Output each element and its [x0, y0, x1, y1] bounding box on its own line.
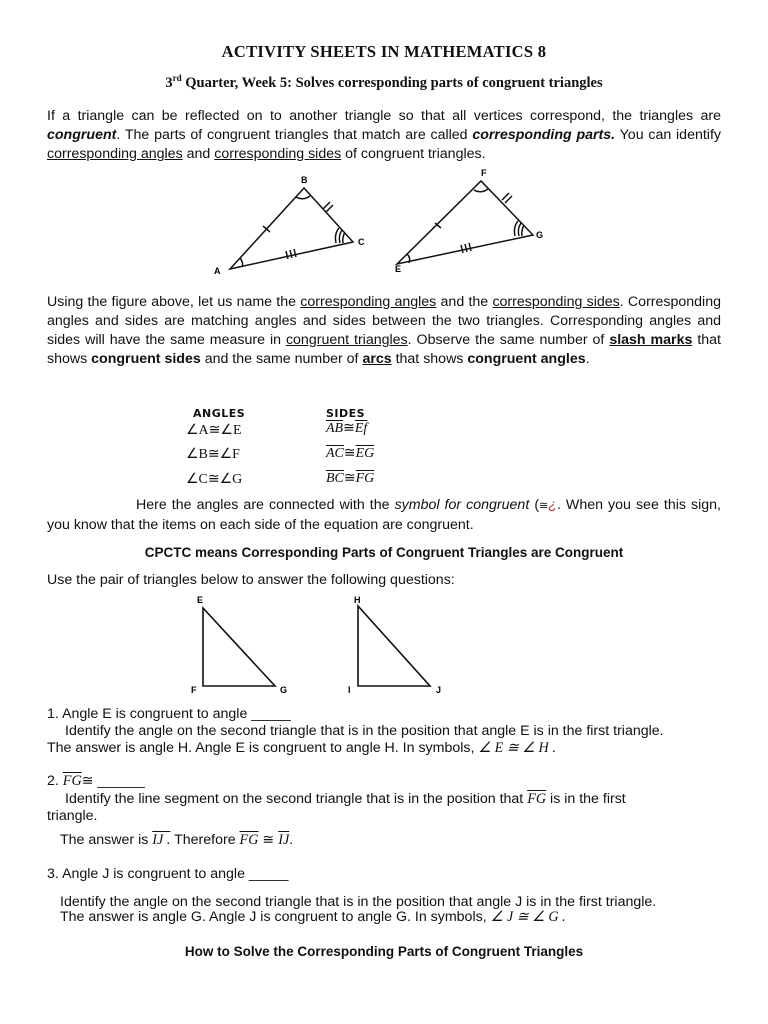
- page-title: ACTIVITY SHEETS IN MATHEMATICS 8: [221, 42, 547, 61]
- vertex-label-j: J: [436, 685, 442, 695]
- angles-column-header: ANGLES: [193, 407, 246, 420]
- question-3-answer: The answer is angle G. Angle J is congruent to angle G. In symbols, ∠ J ≅ ∠ G .: [60, 909, 566, 925]
- sides-column-header: SIDES: [326, 407, 366, 420]
- angle-correspondence: ∠A≅∠E: [186, 423, 242, 438]
- vertex-label-h: H: [354, 595, 361, 605]
- instruction-text: Use the pair of triangles below to answer the following questions:: [47, 572, 455, 588]
- vertex-label-b: B: [301, 175, 308, 185]
- page-subtitle: 3rd Quarter, Week 5: Solves corresponding parts of congruent triangles: [165, 73, 603, 91]
- question-2-explanation: Identify the line segment on the second triangle that is in the position that $\overline{FG}$ is in the first: [65, 791, 626, 807]
- question-3: 3. Angle J is congruent to angle _____: [47, 866, 289, 882]
- explanation-paragraph: Using the figure above, let us name the corresponding angles and the corresponding sides. Corresponding angles and sides are matching angles and sides between the two triangles. Corresponding angles and sides will have the same measure in congruent triangles. Observe the same number of slash marks that shows congruent sides and the same number of arcs that shows congruent angles.: [47, 294, 721, 367]
- angle-correspondence: ∠B≅∠F: [186, 447, 240, 462]
- vertex-label-g: G: [280, 685, 288, 695]
- side-correspondence: $\overline{AB}≅\overline{Ef}$: [326, 421, 368, 436]
- angle-correspondence: ∠C≅∠G: [186, 472, 243, 487]
- vertex-label-f: F: [481, 168, 487, 178]
- question-1: 1. Angle E is congruent to angle _____: [47, 706, 291, 722]
- vertex-label-e: E: [395, 264, 402, 274]
- cpctc-heading: CPCTC means Corresponding Parts of Congruent Triangles are Congruent: [144, 545, 624, 560]
- triangle-efg: [397, 181, 533, 264]
- figure-congruent-triangles: [200, 168, 560, 288]
- question-2: 2. $\overline{FG}≅$ ______: [47, 773, 145, 789]
- vertex-label-e: E: [197, 595, 204, 605]
- vertex-label-f: F: [191, 685, 197, 695]
- angle-arc: [240, 258, 243, 267]
- figure-right-triangles: [185, 590, 465, 700]
- side-correspondence: $\overline{BC}≅\overline{FG}$: [326, 471, 375, 486]
- vertex-label-a: A: [214, 266, 221, 276]
- symbol-note: Here the angles are connected with the symbol for congruent (≅¿. When you see this sign, you know that the items on each side of the equation are congruent.: [47, 497, 721, 533]
- triangle-hij: [358, 606, 430, 686]
- question-1-explanation: Identify the angle on the second triangle that is in the position that angle E is in the first triangle.: [65, 723, 664, 739]
- question-1-answer: The answer is angle H. Angle E is congruent to angle H. In symbols, ∠ E ≅ ∠ H .: [47, 740, 556, 756]
- question-3-explanation: Identify the angle on the second triangle that is in the position that angle J is in the first triangle.: [60, 894, 657, 910]
- vertex-label-c: C: [358, 237, 365, 247]
- vertex-label-g: G: [536, 230, 544, 240]
- triangle-efg: [203, 608, 275, 686]
- section-heading: How to Solve the Corresponding Parts of Congruent Triangles: [184, 944, 584, 959]
- vertex-label-i: I: [348, 685, 351, 695]
- question-2-explanation-cont: triangle.: [47, 808, 98, 824]
- side-correspondence: $\overline{AC}≅\overline{EG}$: [326, 446, 375, 461]
- intro-paragraph: If a triangle can be reflected on to another triangle so that all vertices correspond, the triangles are congruent. The parts of congruent triangles that match are called corresponding parts. You can identify corresponding angles and corresponding sides of congruent triangles.: [47, 108, 721, 162]
- question-2-answer: The answer is IJ . Therefore $\overline{FG}$ ≅ $\overline{IJ}$.: [60, 832, 294, 848]
